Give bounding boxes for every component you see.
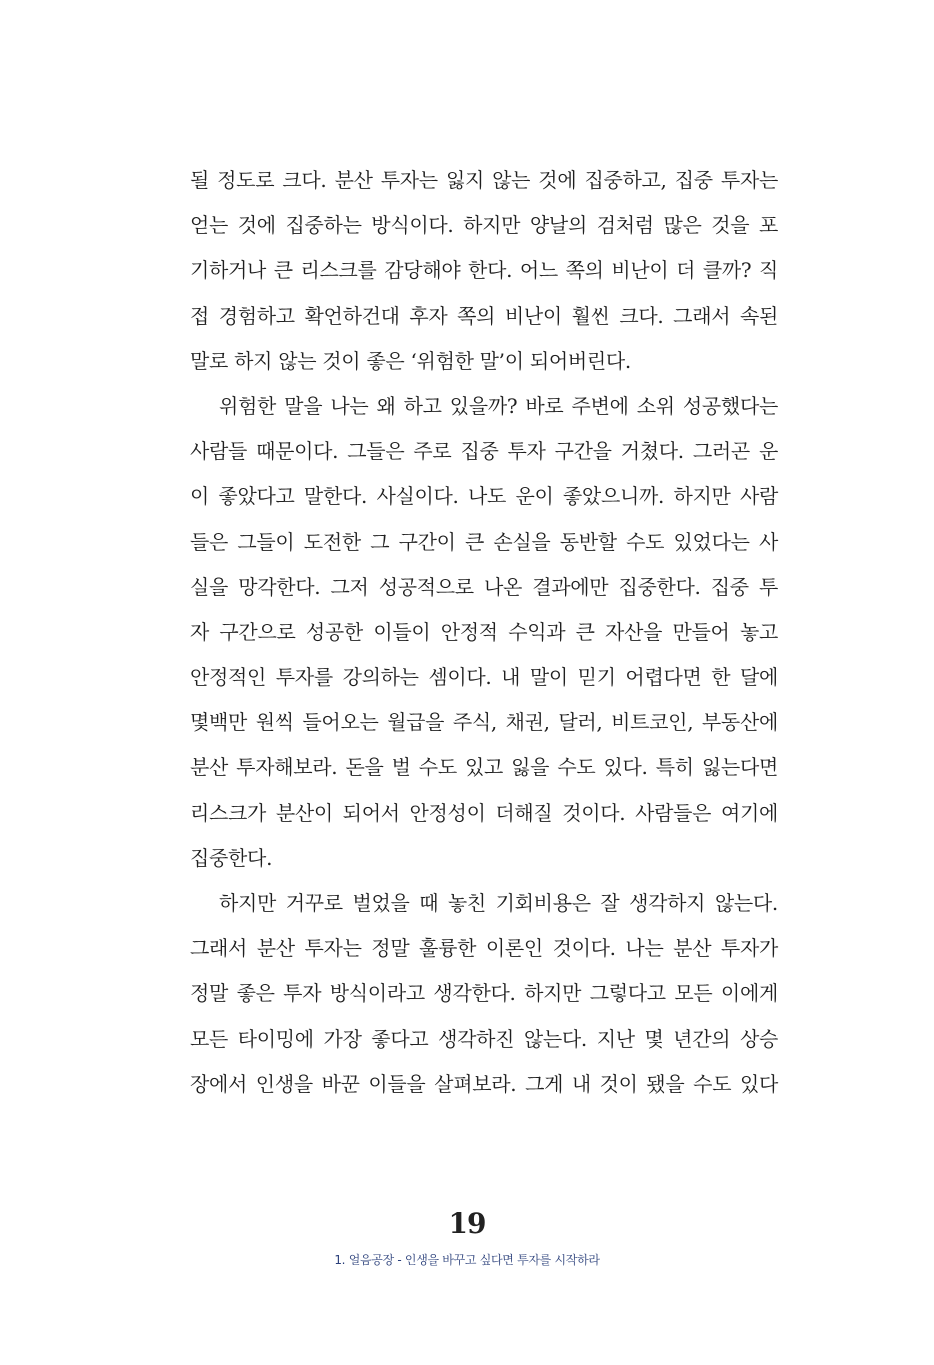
text-line: 장에서 인생을 바꾼 이들을 살펴보라. 그게 내 것이 됐을 수도 있다 [190,1071,778,1096]
text-line: 될 정도로 크다. 분산 투자는 잃지 않는 것에 집중하고, 집중 투자는 [190,168,778,192]
text-line: 하지만 거꾸로 벌었을 때 놓친 기회비용은 잘 생각하지 않는다. [219,891,778,915]
text-line: 말로 하지 않는 것이 좋은 ‘위험한 말’이 되어버린다. [190,348,631,373]
text-line: 리스크가 분산이 되어서 안정성이 더해질 것이다. 사람들은 여기에 [190,800,778,825]
text-line: 집중한다. [190,845,273,870]
text-line: 사람들 때문이다. 그들은 주로 집중 투자 구간을 거쳤다. 그러곤 운 [190,439,778,464]
page-number: 19 [448,1207,486,1240]
text-line: 얻는 것에 집중하는 방식이다. 하지만 양날의 검처럼 많은 것을 포 [190,213,778,238]
text-line: 모든 타이밍에 가장 좋다고 생각하진 않는다. 지난 몇 년간의 상승 [190,1026,778,1051]
text-line: 정말 좋은 투자 방식이라고 생각한다. 하지만 그렇다고 모든 이에게 [190,981,778,1006]
text-line: 실을 망각한다. 그저 성공적으로 나온 결과에만 집중한다. 집중 투 [190,574,778,599]
text-line: 위험한 말을 나는 왜 하고 있을까? 바로 주변에 소위 성공했다는 [219,393,778,418]
running-footer-title: 1. 얼음공장 - 인생을 바꾸고 싶다면 투자를 시작하라 [334,1253,600,1267]
text-line: 안정적인 투자를 강의하는 셈이다. 내 말이 믿기 어렵다면 한 달에 [190,665,778,690]
text-line: 이 좋았다고 말한다. 사실이다. 나도 운이 좋았으니까. 하지만 사람 [190,484,778,509]
text-line: 분산 투자해보라. 돈을 벌 수도 있고 잃을 수도 있다. 특히 잃는다면 [190,755,778,780]
text-line: 들은 그들이 도전한 그 구간이 큰 손실을 동반할 수도 있었다는 사 [190,529,778,554]
text-line: 몇백만 원씩 들어오는 월급을 주식, 채권, 달러, 비트코인, 부동산에 [190,710,778,735]
text-line: 기하거나 큰 리스크를 감당해야 한다. 어느 쪽의 비난이 더 클까? 직 [190,258,778,283]
text-line: 그래서 분산 투자는 정말 훌륭한 이론인 것이다. 나는 분산 투자가 [190,936,778,961]
body-text [190,158,778,1107]
text-line: 접 경험하고 확언하건대 후자 쪽의 비난이 훨씬 크다. 그래서 속된 [190,303,778,328]
text-line: 자 구간으로 성공한 이들이 안정적 수익과 큰 자산을 만들어 놓고 [190,619,778,644]
